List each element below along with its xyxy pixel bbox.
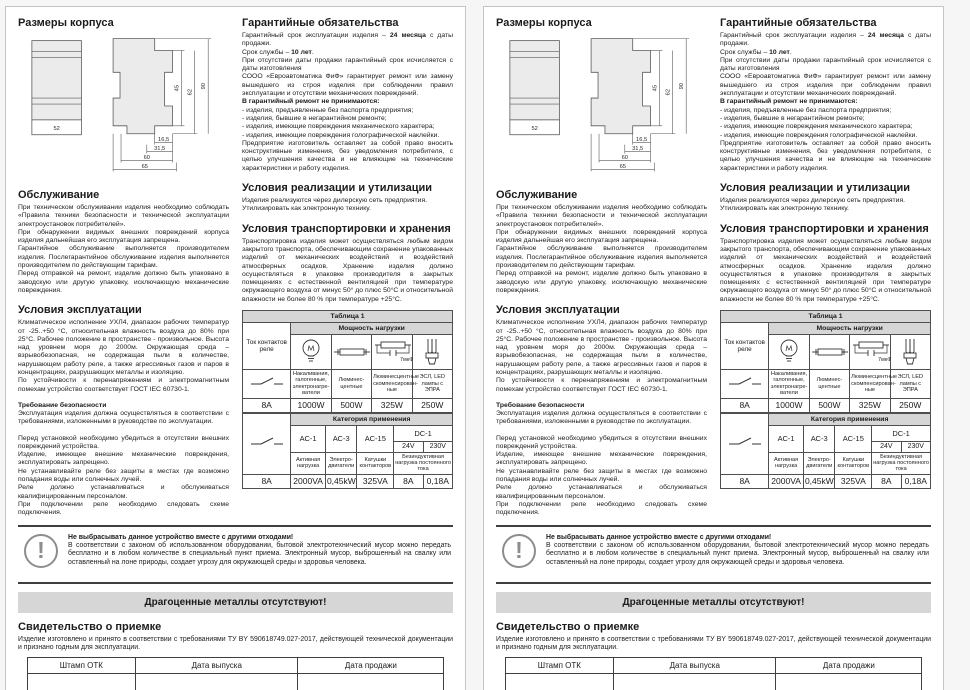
safety-heading: Требование безопасности xyxy=(496,401,585,409)
otk-stamp-header: Штамп ОТК xyxy=(27,658,135,674)
warranty-exclusions-title: В гарантийный ремонт не принимаются: xyxy=(720,98,858,106)
warranty-text: с даты продажи. xyxy=(242,32,453,48)
category-cell: АС-15 xyxy=(357,425,394,452)
compensated-fluorescent-icon xyxy=(851,337,891,367)
service-life-text: Срок службы – xyxy=(242,48,292,56)
service-life-text: Срок службы – xyxy=(720,48,770,56)
acceptance-heading: Свидетельство о приемке xyxy=(496,620,640,633)
relay-contact-symbol-cell xyxy=(721,370,769,399)
warranty-paragraph: СООО «Евроавтоматика ФиФ» гарантирует ремонт или замену вышедшего из строя изделия при соблюдении правил эксплуатации и отсутствии механических повреждений. xyxy=(720,73,931,98)
warranty-text: с даты продажи. xyxy=(720,32,931,48)
safety-paragraph: Эксплуатация изделия должна осуществляться в соответствии с требованиями, изложенными в руководстве по эксплуатации. xyxy=(496,409,707,426)
category-load-value: 0,18А xyxy=(423,474,452,488)
relay-contact-icon xyxy=(249,436,285,448)
warranty-term: 24 месяца xyxy=(389,32,426,39)
relay-contact-current-header: Ток контактов реле xyxy=(721,323,769,370)
left-column xyxy=(18,17,229,518)
safety-paragraph: Перед установкой необходимо убедиться в отсутствии внешних повреждений устройства. xyxy=(18,434,229,450)
passport-page xyxy=(483,6,944,690)
warranty-exclusion-item: - изделия, предъявленные без паспорта предприятия; xyxy=(720,106,892,114)
category-cell: АС-15 xyxy=(835,425,872,452)
service-life-term: 10 лет xyxy=(769,48,790,56)
passport-page xyxy=(5,6,466,690)
dim-height-62: 62 xyxy=(187,88,194,96)
warranty-exclusion-item: - изделия, имеющие повреждения голографической наклейки. xyxy=(242,131,440,139)
category-type-cell: Электро- двигатели xyxy=(325,452,357,474)
separator-rule xyxy=(496,582,931,584)
load-type-cell: ЭСЛ, LED лампы с ЭПРА xyxy=(890,370,930,399)
eco-warning-box xyxy=(496,527,931,575)
incandescent-lamp-icon xyxy=(298,337,324,367)
sale-date-header: Дата продажи xyxy=(298,658,444,674)
left-column xyxy=(496,17,707,518)
housing-dimensions-drawing xyxy=(496,32,707,180)
otk-stamp-header: Штамп ОТК xyxy=(505,658,613,674)
maintenance-paragraph: При обнаружении видимых внешних повреждений корпуса изделия дальнейшая его эксплуатация запрещена. xyxy=(496,228,707,245)
safety-paragraph: При подключении реле необходимо следовать схеме подключения. xyxy=(496,500,707,517)
eco-warning-title: Не выбрасывать данное устройство вместе с другими отходами! xyxy=(546,533,772,541)
right-column xyxy=(242,17,453,518)
category-load-value: 2000VA xyxy=(291,474,326,488)
housing-dimensions-drawing xyxy=(18,32,229,180)
cfl-led-lamp-icon xyxy=(899,336,921,368)
sale-date-header: Дата продажи xyxy=(776,658,922,674)
dim-depth-315: 31,5 xyxy=(154,146,166,153)
dc-voltage-cell: 24V xyxy=(872,441,901,452)
fluorescent-tube-icon xyxy=(811,337,849,367)
dim-depth-165: 16,5 xyxy=(636,137,648,144)
release-date-header: Дата выпуска xyxy=(614,658,776,674)
warranty-paragraph: Предприятие изготовитель оставляет за собой право вносить конструктивные изменения, без уведомления потребителя, с целью улучшения качества и не влияющие на технические характеристики и работу изделия. xyxy=(242,139,453,172)
category-load-value: 0,18А xyxy=(901,474,930,488)
dim-front-width: 52 xyxy=(53,125,60,132)
load-power-table xyxy=(242,310,453,413)
dim-height-62: 62 xyxy=(665,88,672,96)
load-power-value: 250W xyxy=(890,398,930,412)
dc-voltage-cell: 24V xyxy=(394,441,423,452)
safety-paragraph: Изделие, имеющее внешние механические повреждения, эксплуатировать запрещено. xyxy=(18,451,229,467)
incandescent-lamp-cell xyxy=(769,335,809,370)
operating-paragraph: Климатическое исполнение УХЛ4, диапазон рабочих температур от -25..+50 °С, относительная влажность воздуха до 80% при 25°С. Рабочее положение в пространстве - произвольное. Высота над уровнем моря до 2000м. Окружающая среда – взрывобезопасная, не содержащая пыли в количестве, нарушающем работу реле, а также агрессивных газов и паров в концентрациях, разрушающих металлы и изоляцию. xyxy=(18,319,229,377)
safety-paragraph: Изделие, имеющее внешние механические повреждения, эксплуатировать запрещено. xyxy=(496,451,707,467)
release-date-blank-cell xyxy=(136,674,298,690)
eco-warning-description: В соответствии с законом об использованном оборудовании, бытовой электротехнический мусор можно передать бесплатно и в любом количестве в специальный пункт приема. Электронный мусор, выброшенный на свалку или оставленный на лоне природы, создает угрозу для окружающей среды и здоровья человека. xyxy=(68,541,451,566)
load-power-value: 1000W xyxy=(769,398,809,412)
category-load-value: 325VA xyxy=(357,474,394,488)
application-category-header: Категория применения xyxy=(291,413,453,425)
maintenance-paragraph: При техническом обслуживании изделия необходимо соблюдать «Правила техники безопасности и технической эксплуатации электроустановок потребителей». xyxy=(18,204,229,228)
warranty-text: Гарантийный срок эксплуатации изделия – xyxy=(720,32,868,39)
right-column xyxy=(720,17,931,518)
acceptance-heading: Свидетельство о приемке xyxy=(18,620,162,633)
load-power-value: 325W xyxy=(372,398,412,412)
dim-height-45: 45 xyxy=(174,84,181,92)
category-type-cell: Активная нагрузка xyxy=(769,452,804,474)
incandescent-lamp-icon xyxy=(776,337,802,367)
warranty-exclusion-item: - изделия, бывшие в негарантийном ремонте; xyxy=(720,114,865,122)
safety-paragraph: Не устанавливайте реле без защиты в местах где возможно попадания воды или солнечных лучей. xyxy=(496,467,707,484)
sales-paragraph: Утилизировать как электронную технику. xyxy=(242,205,371,213)
otk-stamp-blank-cell xyxy=(505,674,613,690)
sales-paragraph: Изделия реализуются через дилерскую сеть предприятия. xyxy=(242,197,428,205)
load-type-cell: Накаливания, галогенные, электронагре- ватели xyxy=(292,371,330,397)
warranty-exclusion-item: - изделия, имеющие повреждения механического характера; xyxy=(242,123,435,131)
exclamation-circle-icon: ! xyxy=(24,534,58,568)
load-type-cell: Люминес- центные xyxy=(331,370,371,399)
warranty-term: 24 месяца xyxy=(867,32,904,39)
release-date-header: Дата выпуска xyxy=(136,658,298,674)
sale-date-blank-cell xyxy=(298,674,444,690)
dc-voltage-cell: 230V xyxy=(901,441,930,452)
maintenance-paragraph: При обнаружении видимых внешних повреждений корпуса изделия дальнейшая его эксплуатация запрещена. xyxy=(18,228,229,245)
service-life-post: . xyxy=(311,48,314,56)
category-type-cell: Электро- двигатели xyxy=(803,452,835,474)
compensated-fluorescent-cell xyxy=(850,335,890,370)
relay-contact-symbol-cell xyxy=(243,370,291,399)
warranty-exclusions-title: В гарантийный ремонт не принимаются: xyxy=(242,98,380,106)
maintenance-heading: Обслуживание xyxy=(496,189,578,201)
dim-depth-315: 31,5 xyxy=(632,146,644,153)
category-cell: АС-1 xyxy=(769,425,804,452)
relay-contact-icon xyxy=(249,376,285,388)
category-type-cell: Активная нагрузка xyxy=(291,452,326,474)
capacitor-value-label: 7мкФ xyxy=(400,357,414,364)
warranty-heading: Гарантийные обязательства xyxy=(720,17,877,29)
warranty-paragraph xyxy=(720,49,931,57)
load-type-cell: Люминесцентные скомпенсирован- ные xyxy=(372,370,412,399)
category-load-value: 2000VA xyxy=(769,474,804,488)
cfl-led-lamp-icon xyxy=(421,336,443,368)
category-load-value: 8А xyxy=(394,474,423,488)
fluorescent-tube-icon xyxy=(333,337,371,367)
load-type-cell: Накаливания, галогенные, электронагре- ватели xyxy=(770,371,808,397)
transport-storage-heading: Условия транспортировки и хранения xyxy=(242,222,451,235)
application-category-table xyxy=(720,413,931,489)
operating-paragraph: По устойчивости к перенапряжениям и электромагнитным помехам устройство соответствует ГОСТ IEC 60730-1. xyxy=(496,377,707,393)
maintenance-paragraph: Перед отправкой на ремонт, изделие должно быть упаковано в заводскую или другую упаковку, исключающую механические повреждения. xyxy=(496,270,707,294)
load-power-value: 250W xyxy=(412,398,452,412)
eco-warning-description: В соответствии с законом об использованном оборудовании, бытовой электротехнический мусор можно передать бесплатно и в любом количестве в специальный пункт приема. Электронный мусор, выброшенный на свалку или оставленный на лоне природы, создает угрозу для окружающей среды и здоровья человека. xyxy=(546,541,929,566)
transport-storage-heading: Условия транспортировки и хранения xyxy=(720,222,929,235)
otk-stamp-blank-cell xyxy=(27,674,135,690)
contact-current-value: 8А xyxy=(243,398,291,412)
operating-paragraph: По устойчивости к перенапряжениям и электромагнитным помехам устройство соответствует ГОСТ IEC 60730-1. xyxy=(18,377,229,393)
cfl-led-lamp-cell xyxy=(412,335,452,370)
exclamation-circle-icon: ! xyxy=(502,534,536,568)
load-type-cell: ЭСЛ, LED лампы с ЭПРА xyxy=(412,370,452,399)
load-power-header: Мощность нагрузки xyxy=(291,323,453,335)
category-load-value: 8А xyxy=(872,474,901,488)
sales-paragraph: Утилизировать как электронную технику. xyxy=(720,205,849,213)
relay-contact-symbol-cell xyxy=(721,413,769,474)
category-cell: АС-1 xyxy=(291,425,326,452)
front-view-body xyxy=(510,41,560,120)
incandescent-lamp-cell xyxy=(291,335,331,370)
precious-metals-banner: Драгоценные металлы отсутствуют! xyxy=(496,592,931,613)
sale-date-blank-cell xyxy=(776,674,922,690)
side-view-profile xyxy=(113,39,172,134)
contact-current-value: 8А xyxy=(721,398,769,412)
maintenance-paragraph: Гарантийное обслуживание выполняется производителем изделия. Послегарантийное обслуживание изделия выполняется производителем по действующим тарифам. xyxy=(496,245,707,270)
warranty-exclusion-item: - изделия, бывшие в негарантийном ремонте; xyxy=(242,114,387,122)
contact-current-value: 8А xyxy=(721,474,769,488)
front-view-body xyxy=(32,41,82,120)
eco-warning-box xyxy=(18,527,453,575)
dim-depth-65: 65 xyxy=(619,163,626,170)
category-type-cell: Безиндуктивная нагрузка постоянного тока xyxy=(395,453,451,473)
warranty-paragraph: Предприятие изготовитель оставляет за собой право вносить конструктивные изменения, без уведомления потребителя, с целью улучшения качества и не влияющие на технические характеристики и работу изделия. xyxy=(720,139,931,172)
acceptance-text: Изделие изготовлено и принято в соответствии с требованиями ТУ BY 590618749.027-2017, действующей технической документации и признано годным для эксплуатации. xyxy=(18,635,453,651)
category-cell: DC-1 xyxy=(394,425,453,441)
warranty-paragraph: При отсутствии даты продажи гарантийный срок исчисляется с даты изготовления xyxy=(242,56,453,73)
load-power-value: 1000W xyxy=(291,398,331,412)
compensated-fluorescent-cell xyxy=(372,335,412,370)
service-life-term: 10 лет xyxy=(291,48,312,56)
sales-disposal-heading: Условия реализации и утилизации xyxy=(242,182,433,195)
dim-depth-60: 60 xyxy=(143,154,150,161)
safety-paragraph: Эксплуатация изделия должна осуществляться в соответствии с требованиями, изложенными в руководстве по эксплуатации. xyxy=(18,409,229,426)
load-power-table xyxy=(720,310,931,413)
relay-contact-current-header: Ток контактов реле xyxy=(243,323,291,370)
maintenance-paragraph: При техническом обслуживании изделия необходимо соблюдать «Правила техники безопасности и технической эксплуатации электроустановок потребителей». xyxy=(496,204,707,228)
acceptance-table xyxy=(505,657,923,690)
maintenance-paragraph: Перед отправкой на ремонт, изделие должно быть упаковано в заводскую или другую упаковку, исключающую механические повреждения. xyxy=(18,270,229,294)
separator-rule xyxy=(18,582,453,584)
dimensions-heading: Размеры корпуса xyxy=(18,17,114,29)
category-cell: АС-3 xyxy=(325,425,357,452)
safety-paragraph: Реле должно устанавливаться и обслуживаться квалифицированным персоналом. xyxy=(496,484,707,500)
safety-heading: Требование безопасности xyxy=(18,401,107,409)
warranty-paragraph: СООО «Евроавтоматика ФиФ» гарантирует ремонт или замену вышедшего из строя изделия при соблюдении правил эксплуатации и отсутствии механических повреждений. xyxy=(242,73,453,98)
category-type-cell: Катушки контакторов xyxy=(357,452,394,474)
eco-warning-text-block xyxy=(546,534,929,567)
warranty-paragraph xyxy=(242,32,453,49)
dc-voltage-cell: 230V xyxy=(423,441,452,452)
dim-height-90: 90 xyxy=(679,82,686,90)
category-load-value: 325VA xyxy=(835,474,872,488)
warranty-paragraph xyxy=(242,49,453,57)
eco-warning-text-block xyxy=(68,534,451,567)
warranty-exclusion-item: - изделия, имеющие повреждения механического характера; xyxy=(720,123,913,131)
application-category-header: Категория применения xyxy=(769,413,931,425)
dim-height-90: 90 xyxy=(201,82,208,90)
dim-depth-60: 60 xyxy=(621,154,628,161)
table1-caption: Таблица 1 xyxy=(721,311,931,323)
acceptance-table xyxy=(27,657,445,690)
dim-depth-65: 65 xyxy=(141,163,148,170)
load-type-cell: Люминесцентные скомпенсирован- ные xyxy=(850,370,890,399)
load-power-value: 500W xyxy=(331,398,371,412)
maintenance-paragraph: Гарантийное обслуживание выполняется производителем изделия. Послегарантийное обслуживание изделия выполняется производителем по действующим тарифам. xyxy=(18,245,229,270)
transport-paragraph: Транспортировка изделия может осуществляться любым видом закрытого транспорта, обеспечивающим сохранение упакованных изделий от механических воздействий и воздействий атмосферных осадков. Хранение изделия должно осуществляться в упаковке производителя в закрытых помещениях с естественной вентиляцией при температуре окружающего воздуха от минус 50° до плюс 50°С и относительной влажности не более 80 % при температуре +25°С. xyxy=(242,237,453,303)
acceptance-text: Изделие изготовлено и принято в соответствии с требованиями ТУ BY 590618749.027-2017, действующей технической документации и признано годным для эксплуатации. xyxy=(496,635,931,651)
load-type-cell: Люминес- центные xyxy=(809,370,849,399)
cfl-led-lamp-cell xyxy=(890,335,930,370)
load-power-value: 325W xyxy=(850,398,890,412)
transport-paragraph: Транспортировка изделия может осуществляться любым видом закрытого транспорта, обеспечивающим сохранение упакованных изделий от механических воздействий и воздействий атмосферных осадков. Хранение изделия должно осуществляться в упаковке производителя в закрытых помещениях с естественной вентиляцией при температуре окружающего воздуха от минус 50° до плюс 50°С и относительной влажности не более 80 % при температуре +25°С. xyxy=(720,237,931,303)
service-life-post: . xyxy=(789,48,792,56)
maintenance-heading: Обслуживание xyxy=(18,189,100,201)
warranty-text: Гарантийный срок эксплуатации изделия – xyxy=(242,32,390,39)
warranty-paragraph: При отсутствии даты продажи гарантийный срок исчисляется с даты изготовления xyxy=(720,56,931,73)
category-type-cell: Безиндуктивная нагрузка постоянного тока xyxy=(873,453,929,473)
operating-conditions-heading: Условия эксплуатации xyxy=(496,304,620,317)
dim-height-45: 45 xyxy=(652,84,659,92)
relay-contact-icon xyxy=(727,436,763,448)
application-category-table xyxy=(242,413,453,489)
contact-current-value: 8А xyxy=(243,474,291,488)
category-load-value: 0,45kW xyxy=(326,476,356,487)
dim-depth-165: 16,5 xyxy=(158,137,170,144)
safety-paragraph: Перед установкой необходимо убедиться в отсутствии внешних повреждений устройства. xyxy=(496,434,707,450)
operating-conditions-heading: Условия эксплуатации xyxy=(18,304,142,317)
safety-paragraph: Реле должно устанавливаться и обслуживаться квалифицированным персоналом. xyxy=(18,484,229,500)
safety-paragraph: При подключении реле необходимо следовать схеме подключения. xyxy=(18,500,229,517)
load-power-value: 500W xyxy=(809,398,849,412)
two-column-area xyxy=(496,17,931,518)
safety-paragraph: Не устанавливайте реле без защиты в местах где возможно попадания воды или солнечных лучей. xyxy=(18,467,229,484)
side-view-profile xyxy=(591,39,650,134)
warranty-paragraph xyxy=(720,32,931,49)
eco-warning-title: Не выбрасывать данное устройство вместе с другими отходами! xyxy=(68,533,294,541)
warranty-exclusion-item: - изделия, предъявленные без паспорта предприятия; xyxy=(242,106,414,114)
operating-paragraph: Климатическое исполнение УХЛ4, диапазон рабочих температур от -25..+50 °С, относительная влажность воздуха до 80% при 25°С. Рабочее положение в пространстве - произвольное. Высота над уровнем моря до 2000м. Окружающая среда – взрывобезопасная, не содержащая пыли в количестве, нарушающем работу реле, а также агрессивных газов и паров в концентрациях, разрушающих металлы и изоляцию. xyxy=(496,319,707,377)
load-power-header: Мощность нагрузки xyxy=(769,323,931,335)
compensated-fluorescent-icon xyxy=(373,337,413,367)
relay-contact-icon xyxy=(727,376,763,388)
category-type-cell: Катушки контакторов xyxy=(835,452,872,474)
dimensions-heading: Размеры корпуса xyxy=(496,17,592,29)
category-load-value: 0,45kW xyxy=(804,476,834,487)
warranty-exclusion-item: - изделия, имеющие повреждения голографической наклейки. xyxy=(720,131,918,139)
capacitor-value-label: 7мкФ xyxy=(878,357,892,364)
relay-contact-symbol-cell xyxy=(243,413,291,474)
sales-disposal-heading: Условия реализации и утилизации xyxy=(720,182,911,195)
release-date-blank-cell xyxy=(614,674,776,690)
table1-caption: Таблица 1 xyxy=(243,311,453,323)
sales-paragraph: Изделия реализуются через дилерскую сеть предприятия. xyxy=(720,197,906,205)
warranty-heading: Гарантийные обязательства xyxy=(242,17,399,29)
precious-metals-banner: Драгоценные металлы отсутствуют! xyxy=(18,592,453,613)
dim-front-width: 52 xyxy=(531,125,538,132)
two-column-area xyxy=(18,17,453,518)
category-cell: DC-1 xyxy=(872,425,931,441)
category-cell: АС-3 xyxy=(803,425,835,452)
fluorescent-tube-cell xyxy=(809,335,849,370)
fluorescent-tube-cell xyxy=(331,335,371,370)
